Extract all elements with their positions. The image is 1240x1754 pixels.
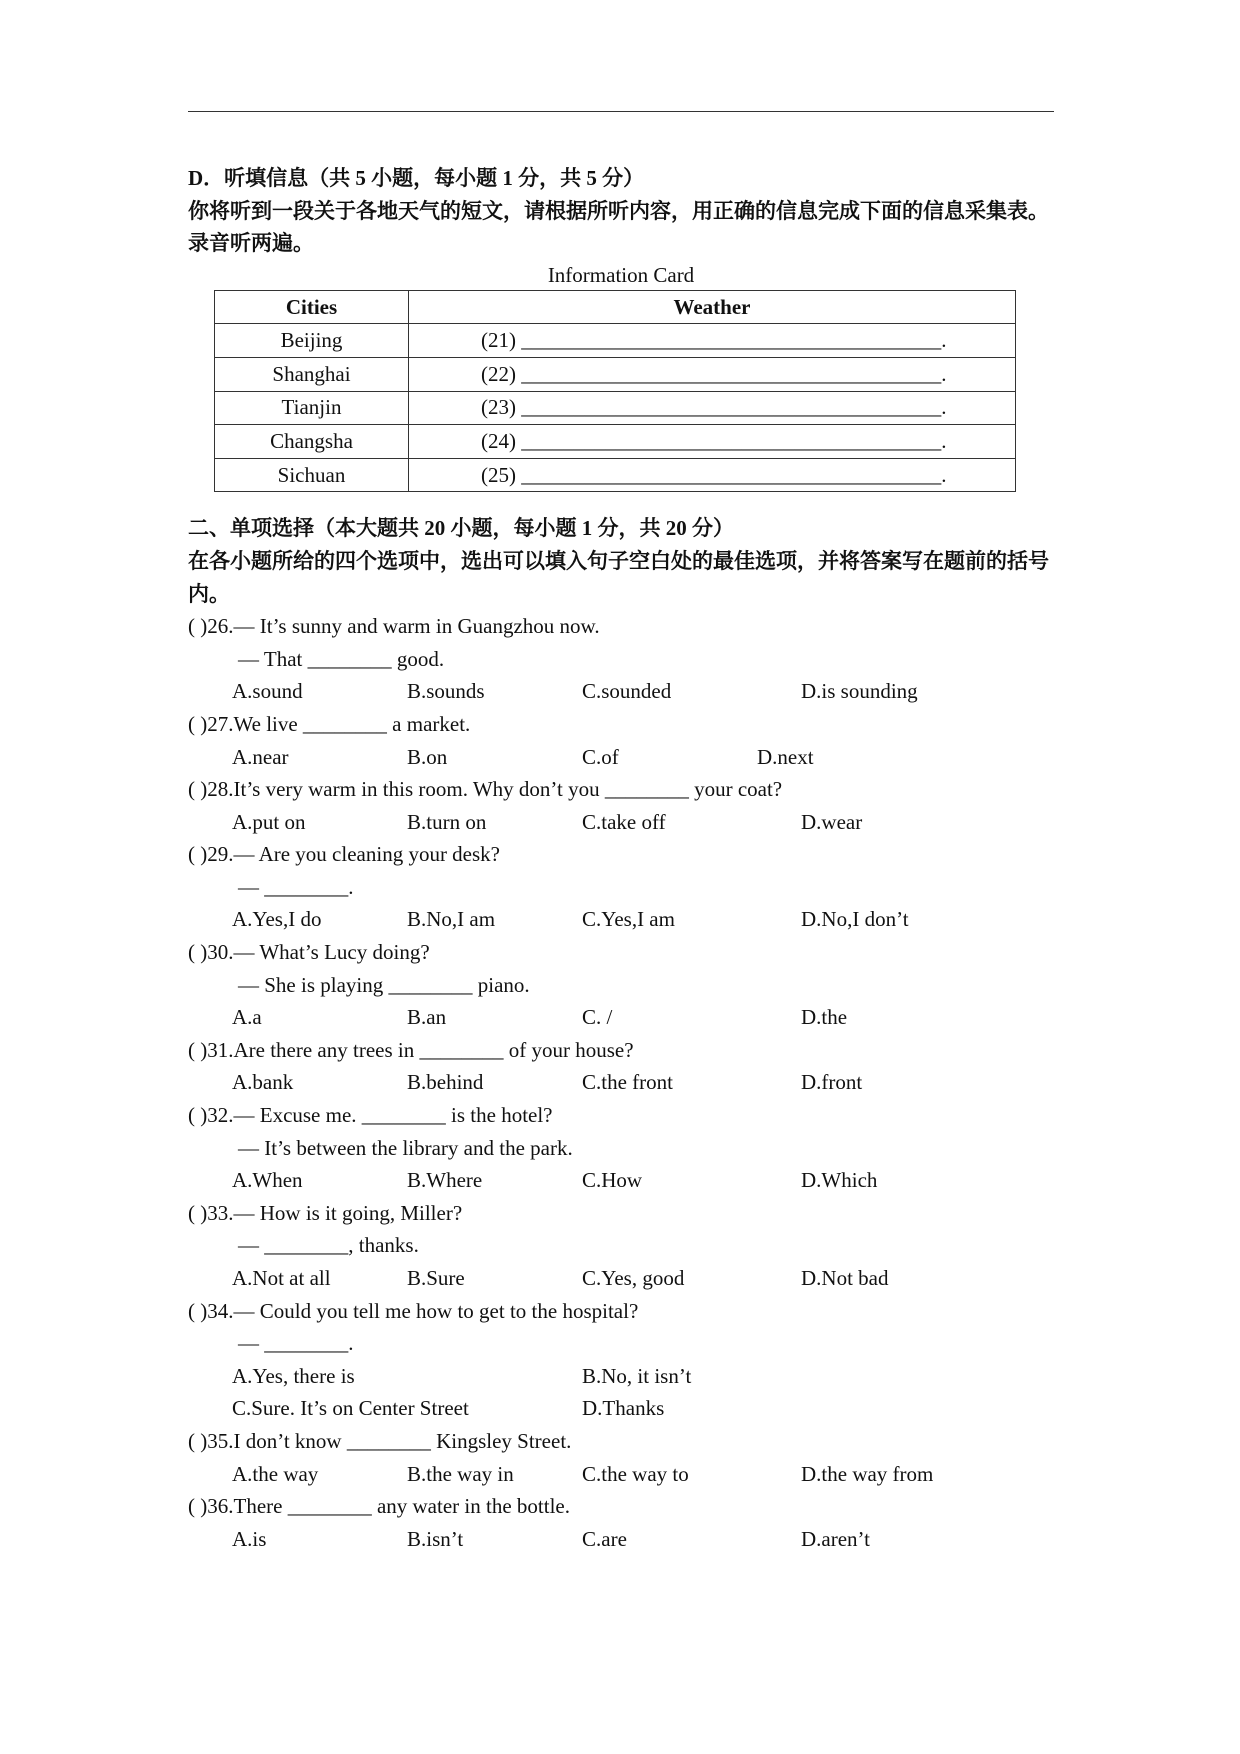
option-b[interactable]: B.behind <box>407 1070 484 1095</box>
city-cell: Sichuan <box>215 458 409 492</box>
option-a[interactable]: A.When <box>232 1168 303 1193</box>
table-row <box>215 324 1016 358</box>
options-row <box>188 1523 1054 1556</box>
option-b[interactable]: B.Sure <box>407 1266 465 1290</box>
options-row <box>188 1262 1054 1295</box>
question-stem: ( )27.We live ________ a market. <box>188 711 471 736</box>
information-card-table <box>214 290 1016 493</box>
table-row <box>215 425 1016 459</box>
option-c[interactable]: C.sounded <box>582 679 672 704</box>
option-a[interactable]: A.Yes,I do <box>232 907 322 932</box>
option-b[interactable]: B.the way in <box>407 1461 514 1486</box>
options-row <box>188 1392 1054 1425</box>
option-b[interactable]: B.sounds <box>407 679 485 704</box>
weather-blank[interactable]: (25) ________________________________________. <box>409 458 1016 492</box>
option-d[interactable]: D.front <box>801 1070 863 1095</box>
option-c[interactable]: C. / <box>582 1005 613 1030</box>
options-row <box>188 806 1054 839</box>
option-d[interactable]: D.the <box>801 1005 848 1030</box>
option-c[interactable]: C.the way to <box>582 1461 689 1486</box>
section-2-heading: 二、单项选择（本大题共 20 小题，每小题 1 分，共 20 分） <box>188 516 734 541</box>
question-line-2: — ________. <box>238 1331 354 1356</box>
question-stem: ( )32.— Excuse me. ________ is the hotel? <box>188 1103 553 1128</box>
option-d[interactable]: D.No,I don’t <box>801 907 909 932</box>
section-d-instruction: 你将听到一段关于各地天气的短文，请根据所听内容，用正确的信息完成下面的信息采集表。录音听两遍。 <box>188 198 1049 256</box>
option-c[interactable]: C.Yes, good <box>582 1266 685 1290</box>
table-row <box>215 391 1016 425</box>
option-d[interactable]: D.the way from <box>801 1461 934 1486</box>
question-stem: ( )36.There ________ any water in the bottle. <box>188 1494 570 1519</box>
option-a[interactable]: A.near <box>232 744 289 769</box>
option-c[interactable]: C.of <box>582 744 619 769</box>
section-d-heading: D．听填信息（共 5 小题，每小题 1 分，共 5 分） <box>188 166 645 190</box>
option-b[interactable]: B.No, it isn’t <box>582 1363 692 1388</box>
option-c[interactable]: C.Sure. It’s on Center Street <box>232 1396 469 1421</box>
table-row <box>215 458 1016 492</box>
city-cell: Tianjin <box>215 391 409 425</box>
table-row <box>215 357 1016 391</box>
question-line-2: — ________, thanks. <box>238 1233 419 1258</box>
option-b[interactable]: B.isn’t <box>407 1526 464 1551</box>
options-row <box>188 1360 1054 1393</box>
weather-blank[interactable]: (24) ________________________________________. <box>409 425 1016 459</box>
option-c[interactable]: C.are <box>582 1526 627 1551</box>
option-d[interactable]: D.is sounding <box>801 679 918 704</box>
question-stem: ( )33.— How is it going, Miller? <box>188 1200 463 1225</box>
option-b[interactable]: B.on <box>407 744 448 769</box>
options-row <box>188 1001 1054 1034</box>
question-stem: ( )35.I don’t know ________ Kingsley Street. <box>188 1428 572 1453</box>
option-c[interactable]: C.the front <box>582 1070 673 1095</box>
information-card-title: Information Card <box>547 262 695 287</box>
col-weather: Weather <box>409 290 1016 324</box>
question-line-2: — ________. <box>238 874 354 899</box>
options-row <box>188 1066 1054 1099</box>
city-cell: Changsha <box>215 425 409 459</box>
options-row <box>188 741 1054 774</box>
question-stem: ( )31.Are there any trees in ________ of your house? <box>188 1037 634 1062</box>
section-2-instruction: 在各小题所给的四个选项中，选出可以填入句子空白处的最佳选项，并将答案写在题前的括号内。 <box>188 548 1049 606</box>
option-d[interactable]: D.aren’t <box>801 1526 870 1551</box>
options-row <box>188 1164 1054 1197</box>
option-a[interactable]: A.the way <box>232 1461 319 1486</box>
option-c[interactable]: C.take off <box>582 809 666 834</box>
option-b[interactable]: B.an <box>407 1005 447 1030</box>
option-d[interactable]: D.Not bad <box>801 1266 889 1290</box>
city-cell: Shanghai <box>215 357 409 391</box>
exam-page <box>188 162 1054 1555</box>
option-a[interactable]: A.is <box>232 1526 267 1551</box>
options-row <box>188 903 1054 936</box>
option-a[interactable]: A.sound <box>232 679 303 704</box>
option-b[interactable]: B.Where <box>407 1168 483 1193</box>
option-d[interactable]: D.Which <box>801 1168 878 1193</box>
option-a[interactable]: A.a <box>232 1005 262 1030</box>
option-a[interactable]: A.bank <box>232 1070 294 1095</box>
question-stem: ( )26.— It’s sunny and warm in Guangzhou now. <box>188 614 600 639</box>
option-a[interactable]: A.put on <box>232 809 306 834</box>
option-d[interactable]: D.next <box>757 744 814 769</box>
question-stem: ( )30.— What’s Lucy doing? <box>188 940 430 965</box>
question-stem: ( )28.It’s very warm in this room. Why don’t you ________ your coat? <box>188 777 783 802</box>
weather-blank[interactable]: (21) ________________________________________. <box>409 324 1016 358</box>
option-d[interactable]: D.Thanks <box>582 1396 665 1421</box>
option-c[interactable]: C.How <box>582 1168 643 1193</box>
question-line-2: — That ________ good. <box>238 646 445 671</box>
weather-blank[interactable]: (23) ________________________________________. <box>409 391 1016 425</box>
question-line-2: — It’s between the library and the park. <box>238 1135 573 1160</box>
option-b[interactable]: B.turn on <box>407 809 487 834</box>
options-row <box>188 675 1054 708</box>
option-b[interactable]: B.No,I am <box>407 907 496 932</box>
city-cell: Beijing <box>215 324 409 358</box>
question-stem: ( )34.— Could you tell me how to get to the hospital? <box>188 1298 639 1323</box>
option-a[interactable]: A.Not at all <box>232 1266 331 1290</box>
options-row <box>188 1458 1054 1491</box>
option-a[interactable]: A.Yes, there is <box>232 1363 355 1388</box>
question-stem: ( )29.— Are you cleaning your desk? <box>188 842 500 867</box>
header-rule <box>188 111 1054 112</box>
option-c[interactable]: C.Yes,I am <box>582 907 675 932</box>
weather-blank[interactable]: (22) ________________________________________. <box>409 357 1016 391</box>
table-header-row <box>215 290 1016 324</box>
option-d[interactable]: D.wear <box>801 809 863 834</box>
col-cities: Cities <box>215 290 409 324</box>
question-line-2: — She is playing ________ piano. <box>238 972 530 997</box>
